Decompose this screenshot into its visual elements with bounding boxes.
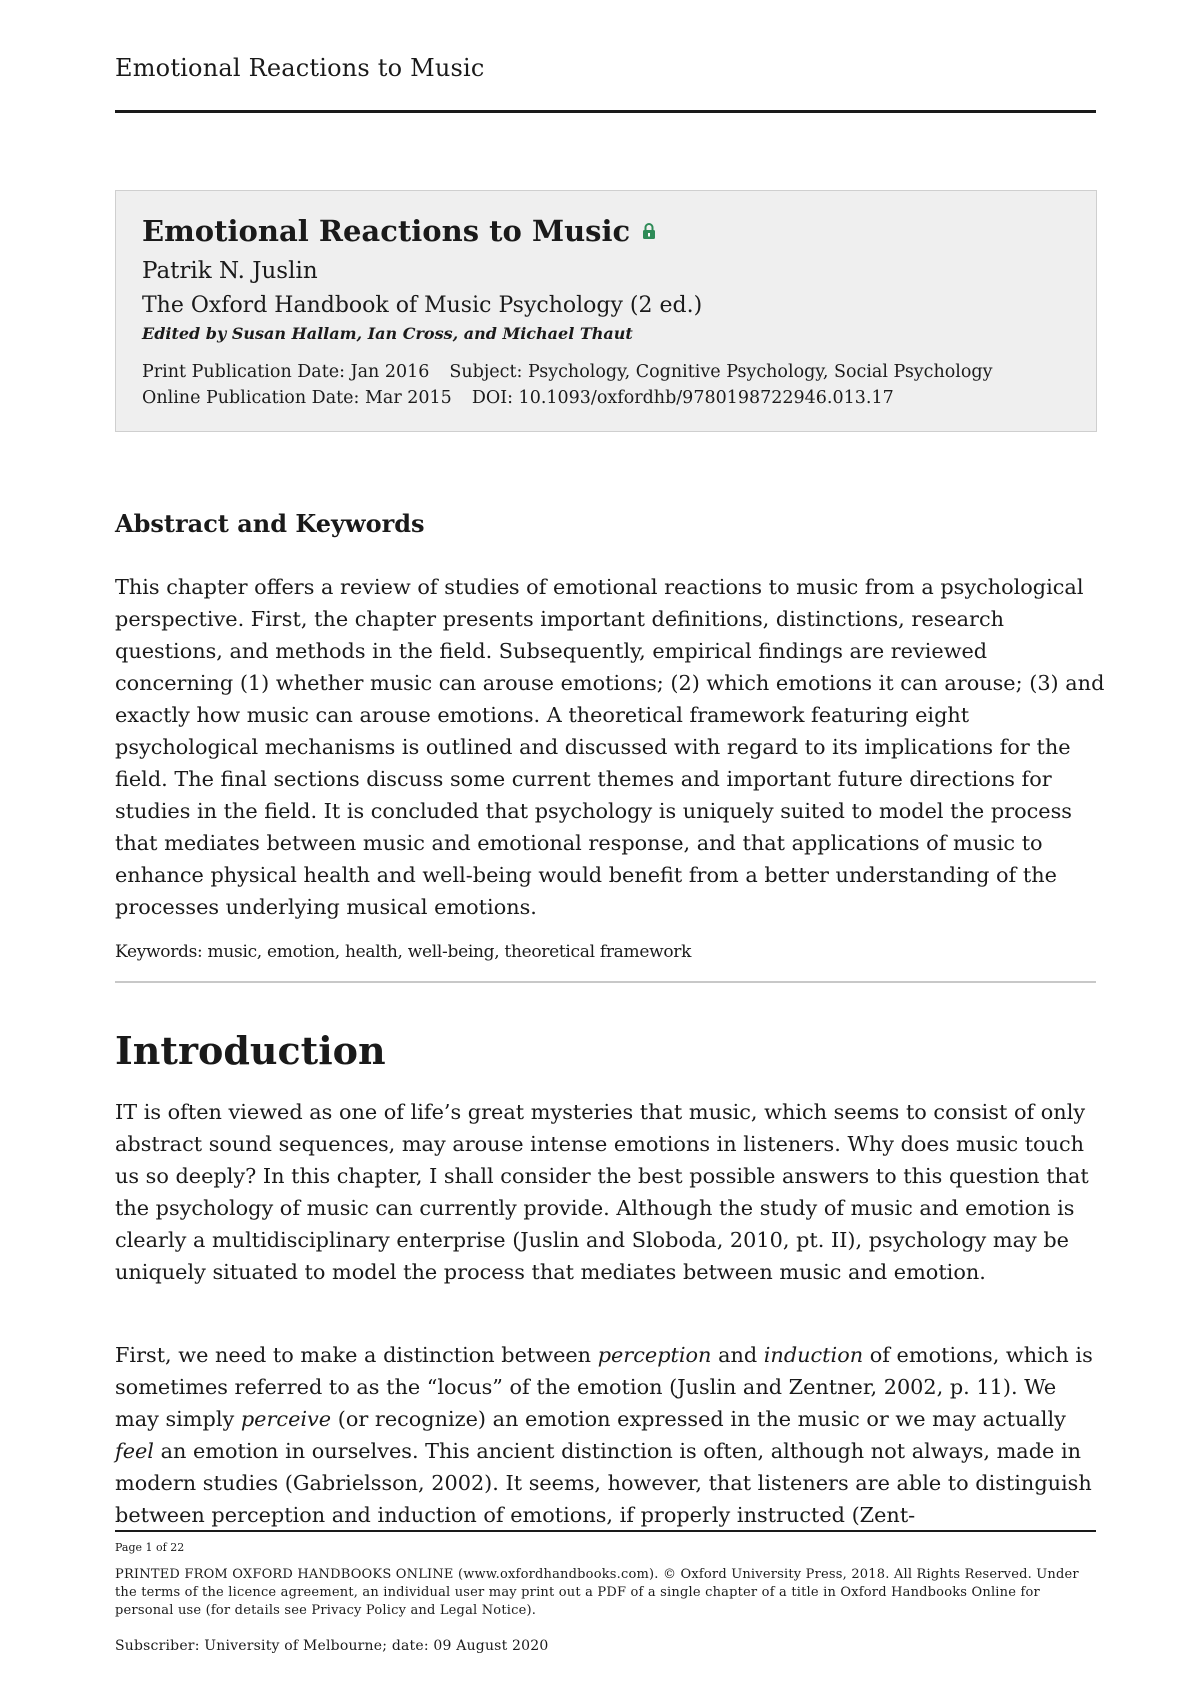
page-number: Page 1 of 22: [115, 1541, 185, 1554]
printed-notice: PRINTED FROM OXFORD HANDBOOKS ONLINE (www.oxfordhandbooks.com). © Oxford University Press, 2018. All Rights Reserved. Under the terms of the licence agreement, an individual user may print out a PDF of a single chapter of a title in Oxford Handbooks Online for personal use (for details see Privacy Policy and Legal Notice).: [115, 1567, 1079, 1618]
paragraph-text: First, we need to make a distinction between: [115, 1343, 598, 1367]
print-publication-date: Print Publication Date: Jan 2016: [142, 362, 430, 382]
running-header: Emotional Reactions to Music: [115, 54, 485, 82]
author-name: Patrik N. Juslin: [142, 258, 318, 284]
paragraph-text: and: [711, 1343, 764, 1367]
chapter-title: Emotional Reactions to Music: [142, 214, 631, 248]
paragraph-text: of emotions, which is sometimes referred to as the “locus” of the emotion (Juslin and Zentner, 2002, p. 11). We may simply: [115, 1343, 1093, 1431]
introduction-paragraph-2: [115, 1339, 1105, 1531]
subject-line: Subject: Psychology, Cognitive Psychology, Social Psychology: [449, 362, 993, 382]
keywords-line: Keywords: music, emotion, health, well-being, theoretical framework: [115, 942, 692, 962]
introduction-paragraph-1: IT is often viewed as one of life’s great mysteries that music, which seems to consist of only abstract sound sequences, may arouse intense emotions in listeners. Why does music touch us so deeply? In this chapter, I shall consider the best possible answers to this question that the psychology of music can currently provide. Although the study of music and emotion is clearly a multidisciplinary enterprise (Juslin and Sloboda, 2010, pt. II), psychology may be uniquely situated to model the process that mediates between music and emotion.: [115, 1100, 1089, 1284]
abstract-heading: Abstract and Keywords: [115, 509, 425, 538]
keywords-rule: [115, 981, 1096, 983]
emphasis-perceive: perceive: [240, 1407, 332, 1431]
footer-rule: [115, 1530, 1096, 1532]
introduction-heading: Introduction: [115, 1028, 386, 1073]
editors-line: Edited by Susan Hallam, Ian Cross, and Michael Thaut: [142, 324, 633, 343]
lock-icon: [642, 222, 656, 240]
doi-line: DOI: 10.1093/oxfordhb/9780198722946.013.17: [471, 388, 894, 408]
abstract-paragraph: This chapter offers a review of studies of emotional reactions to music from a psychological perspective. First, the chapter presents important definitions, distinctions, research questions, and methods in the field. Subsequently, empirical findings are reviewed concerning (1) whether music can arouse emotions; (2) which emotions it can arouse; (3) and exactly how music can arouse emotions. A theoretical framework featuring eight psychological mechanisms is outlined and discussed with regard to its implications for the field. The final sections discuss some current themes and important future directions for studies in the field. It is concluded that psychology is uniquely suited to model the process that mediates between music and emotional response, and that applications of music to enhance physical health and well-being would benefit from a better understanding of the processes underlying musical emotions.: [115, 575, 1105, 919]
emphasis-perception: perception: [597, 1343, 712, 1367]
emphasis-feel: feel: [115, 1439, 154, 1463]
book-title: The Oxford Handbook of Music Psychology (2 ed.): [142, 293, 703, 318]
emphasis-induction: induction: [763, 1343, 864, 1367]
header-rule: [115, 110, 1096, 113]
subscriber-line: Subscriber: University of Melbourne; date: 09 August 2020: [115, 1638, 549, 1654]
paragraph-text: (or recognize) an emotion expressed in the music or we may actually: [331, 1407, 1066, 1431]
online-publication-row: [142, 385, 1070, 411]
paragraph-text: an emotion in ourselves. This ancient distinction is often, although not always, made in modern studies (Gabrielsson, 2002). It seems, however, that listeners are able to distinguish between perception and induction of emotions, if properly instructed (Zent-: [115, 1439, 1092, 1527]
online-publication-date: Online Publication Date: Mar 2015: [142, 388, 452, 408]
chapter-title-row: [142, 211, 1070, 251]
chapter-metadata-box: [115, 190, 1097, 432]
print-publication-row: [142, 359, 1070, 385]
